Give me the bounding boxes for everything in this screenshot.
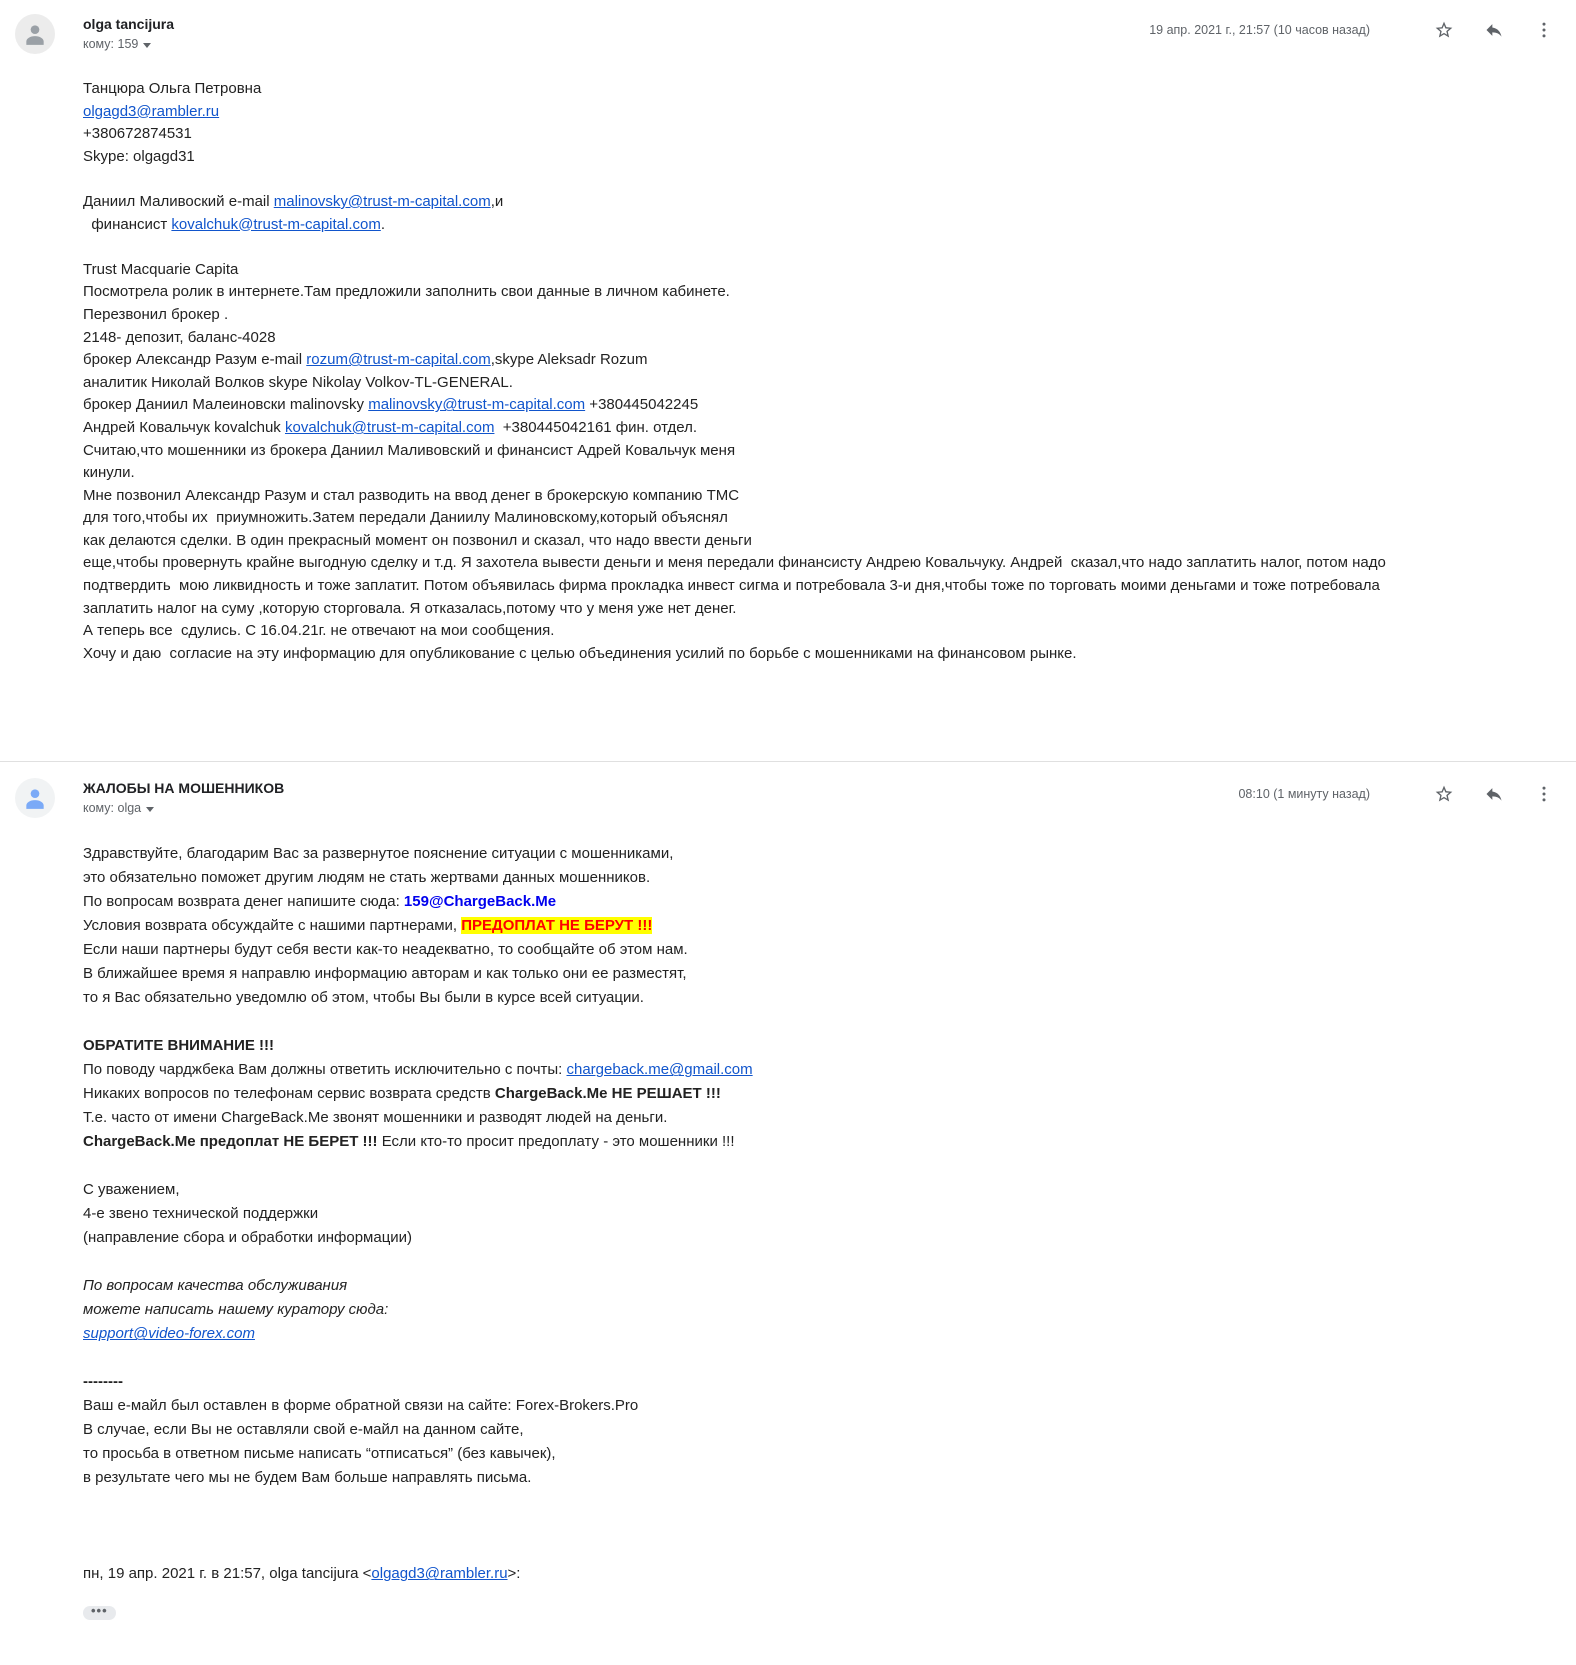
text-segment: Здравствуйте, благодарим Вас за развернутое пояснение ситуации с мошенниками,	[83, 845, 674, 863]
email-link[interactable]: kovalchuk@trust-m-capital.com	[171, 215, 381, 233]
text-segment: Даниил Маливоский e-mail	[83, 192, 274, 210]
email-message-1	[0, 0, 1576, 761]
sender-block	[83, 778, 1238, 817]
body-line	[83, 191, 1554, 214]
body-line	[83, 372, 1554, 395]
text-segment: как делаются сделки. В один прекрасный момент он позвонил и сказал, что надо ввести деньги	[83, 531, 752, 549]
body-line	[83, 552, 1554, 575]
body-line	[83, 349, 1554, 372]
body-line	[83, 1130, 1554, 1154]
body-line	[83, 168, 1554, 191]
recipient-label: кому: olga	[83, 801, 142, 816]
text-segment: +380445042245	[585, 396, 699, 414]
body-line	[83, 1322, 1554, 1346]
text-segment: аналитик Николай Волков skype Nikolay Volkov-TL-GENERAL.	[83, 373, 513, 391]
text-segment: Т.е. часто от имени ChargeBack.Me звонят мошенники и разводят людей на деньги.	[83, 1109, 668, 1127]
reply-button[interactable]	[1484, 784, 1504, 804]
body-line	[83, 1274, 1554, 1298]
body-line	[83, 327, 1554, 350]
more-vert-icon	[1534, 20, 1554, 40]
body-line	[83, 986, 1554, 1010]
body-line	[83, 440, 1554, 463]
email-2-body	[83, 842, 1554, 1586]
sender-avatar[interactable]	[15, 778, 55, 818]
text-segment: По поводу чарджбека Вам должны ответить исключительно с почты:	[83, 1061, 567, 1079]
email-link[interactable]: rozum@trust-m-capital.com	[306, 351, 491, 369]
email-link[interactable]: kovalchuk@trust-m-capital.com	[284, 418, 495, 436]
text-segment: брокер Александр Разум e-mail	[83, 351, 307, 369]
text-segment: +380672874531	[83, 125, 192, 143]
text-segment: ChargeBack.Me НЕ РЕШАЕТ !!!	[494, 1085, 721, 1103]
body-line	[83, 1010, 1554, 1034]
email-link[interactable]: olgagd3@rambler.ru	[371, 1565, 508, 1583]
body-line	[83, 394, 1554, 417]
body-line	[83, 643, 1554, 666]
more-vert-icon	[1534, 784, 1554, 804]
text-segment: Посмотрела ролик в интернете.Там предложили заполнить свои данные в личном кабинете.	[83, 283, 730, 301]
email-link[interactable]: support@video-forex.com	[83, 1325, 255, 1343]
text-segment: брокер Даниил Малеиновски malinovsky	[83, 396, 369, 414]
body-line	[83, 1202, 1554, 1226]
text-segment: то я Вас обязательно уведомлю об этом, чтобы Вы были в курсе всей ситуации.	[83, 989, 644, 1007]
body-line	[83, 78, 1554, 101]
text-segment: (направление сбора и обработки информации)	[83, 1229, 413, 1247]
person-icon	[22, 785, 48, 811]
text-segment: 159@ChargeBack.Me	[403, 893, 557, 911]
reply-icon	[1484, 20, 1504, 40]
body-line	[83, 1538, 1554, 1562]
email-link[interactable]: malinovsky@trust-m-capital.com	[273, 192, 491, 210]
body-line	[83, 938, 1554, 962]
text-segment: В случае, если Вы не оставляли свой е-майл на данном сайте,	[83, 1421, 524, 1439]
email-1-header	[15, 14, 1554, 54]
text-segment: то просьба в ответном письме написать “отписаться” (без кавычек),	[83, 1445, 556, 1463]
text-segment: заплатить налог на суму ,которую сторговала. Я отказалась,потому что у меня уже нет денег.	[83, 599, 737, 617]
body-line	[83, 417, 1554, 440]
text-segment: Если наши партнеры будут себя вести как-то неадекватно, то сообщайте об этом нам.	[83, 941, 688, 959]
body-line	[83, 1394, 1554, 1418]
body-line	[83, 485, 1554, 508]
text-segment: --------	[83, 1373, 123, 1391]
body-line	[83, 962, 1554, 986]
body-line	[83, 1034, 1554, 1058]
body-line	[83, 1226, 1554, 1250]
text-segment: Считаю,что мошенники из брокера Даниил Маливовский и финансист Адрей Ковальчук меня	[83, 441, 736, 459]
text-segment: ,skype Aleksadr Rozum	[490, 351, 648, 369]
text-segment: 4-е звено технической поддержки	[83, 1205, 319, 1223]
text-segment: По вопросам качества обслуживания	[83, 1277, 348, 1295]
body-line	[83, 507, 1554, 530]
body-line	[83, 462, 1554, 485]
reply-button[interactable]	[1484, 20, 1504, 40]
more-options-button[interactable]	[1534, 784, 1554, 804]
sender-name: olga tancijura	[83, 16, 175, 32]
star-icon	[1434, 784, 1454, 804]
text-segment: Танцюра Ольга Петровна	[83, 80, 262, 97]
text-segment: А теперь все сдулись. С 16.04.21г. не отвечают на мои сообщения.	[83, 622, 555, 640]
body-line	[83, 575, 1554, 598]
body-line	[83, 1250, 1554, 1274]
text-segment: ПРЕДОПЛАТ НЕ БЕРУТ !!!	[461, 917, 653, 935]
body-line	[83, 304, 1554, 327]
text-segment: Если кто-то просит предоплату - это мошенники !!!	[377, 1133, 735, 1151]
text-segment: По вопросам возврата денег напишите сюда:	[83, 893, 404, 911]
email-1-header-actions	[1149, 14, 1554, 40]
text-segment: можете написать нашему куратору сюда:	[83, 1301, 389, 1319]
body-line	[83, 1082, 1554, 1106]
more-options-button[interactable]	[1534, 20, 1554, 40]
recipient-dropdown[interactable]	[83, 37, 151, 51]
email-message-2	[0, 762, 1576, 1650]
email-1-body	[83, 78, 1554, 761]
text-segment: для того,чтобы их приумножить.Затем передали Даниилу Малиновскому,который объяснял	[83, 509, 728, 527]
text-segment: в результате чего мы не будем Вам больше направлять письма.	[83, 1469, 532, 1487]
text-segment: Условия возврата обсуждайте с нашими партнерами,	[83, 917, 462, 935]
email-2-header	[15, 778, 1554, 818]
body-line	[83, 1178, 1554, 1202]
chevron-down-icon	[143, 43, 151, 48]
body-line	[83, 146, 1554, 169]
body-line	[83, 866, 1554, 890]
star-button[interactable]	[1434, 20, 1454, 40]
text-segment: ОБРАТИТЕ ВНИМАНИЕ !!!	[83, 1037, 275, 1055]
text-segment: это обязательно поможет другим людям не стать жертвами данных мошенников.	[83, 869, 651, 887]
body-line	[83, 842, 1554, 866]
text-segment: Перезвонил брокер .	[83, 305, 229, 323]
body-line	[83, 123, 1554, 146]
text-segment: подтвердить мою ликвидность и тоже заплатит. Потом объявилась фирма прокладка инвест сигма и потребовала 3-и дня,чтобы тоже по торговать моими деньгами и тоже потребовала	[83, 577, 1380, 595]
body-line	[83, 530, 1554, 553]
email-link[interactable]: chargeback.me@gmail.com	[566, 1061, 753, 1079]
body-line	[83, 259, 1554, 282]
text-segment: Trust Macquarie Capita	[83, 260, 239, 278]
body-line	[83, 1466, 1554, 1490]
text-segment: Хочу и даю согласие на эту информацию для опубликование с целью объединения усилий по борьбе с мошенниками на финансовом рынке.	[83, 644, 1077, 662]
body-line	[83, 1298, 1554, 1322]
email-date: 19 апр. 2021 г., 21:57 (10 часов назад)	[1149, 23, 1370, 37]
email-link[interactable]: malinovsky@trust-m-capital.com	[368, 396, 586, 414]
text-segment: финансист	[83, 215, 172, 233]
sender-name: ЖАЛОБЫ НА МОШЕННИКОВ	[83, 780, 285, 797]
sender-block	[83, 14, 1149, 53]
body-line	[83, 1442, 1554, 1466]
star-icon	[1434, 20, 1454, 40]
text-segment: С уважением,	[83, 1181, 180, 1199]
body-line	[83, 1106, 1554, 1130]
body-line	[83, 1490, 1554, 1514]
body-line	[83, 214, 1554, 237]
body-line	[83, 101, 1554, 124]
text-segment: ,и	[490, 192, 504, 210]
body-line	[83, 1418, 1554, 1442]
text-segment: Skype: olgagd31	[83, 147, 195, 165]
text-segment: Мне позвонил Александр Разум и стал разводить на ввод денег в брокерскую компанию ТМС	[83, 486, 740, 504]
body-line	[83, 1370, 1554, 1394]
email-2-header-actions	[1238, 778, 1554, 804]
text-segment: кинули.	[83, 464, 135, 482]
show-trimmed-content-button[interactable]: •••	[83, 1606, 116, 1620]
body-line	[83, 236, 1554, 259]
text-segment: Ваш е-майл был оставлен в форме обратной связи на сайте: Forex-Brokers.Pro	[83, 1397, 639, 1415]
text-segment: пн, 19 апр. 2021 г. в 21:57, olga tancijura <	[83, 1565, 372, 1583]
body-line	[83, 1346, 1554, 1370]
body-line	[83, 1562, 1554, 1586]
email-date: 08:10 (1 минуту назад)	[1238, 787, 1370, 802]
sender-avatar[interactable]	[15, 14, 55, 54]
person-icon	[22, 21, 48, 47]
reply-icon	[1484, 784, 1504, 804]
body-line	[83, 598, 1554, 621]
text-segment: В ближайшее время я направлю информацию авторам и как только они ее разместят,	[83, 965, 687, 983]
text-segment: ChargeBack.Me предоплат НЕ БЕРЕТ !!!	[83, 1133, 378, 1151]
body-line	[83, 1514, 1554, 1538]
body-line	[83, 281, 1554, 304]
text-segment: еще,чтобы провернуть крайне выгодную сделку и т.д. Я захотела вывести деньги и меня передали финансисту Андрею Ковальчуку. Андрей сказал,что надо заплатить налог, потом надо	[83, 554, 1386, 572]
chevron-down-icon	[146, 807, 154, 812]
body-line	[83, 914, 1554, 938]
body-line	[83, 1058, 1554, 1082]
body-line	[83, 1154, 1554, 1178]
recipient-label: кому: 159	[83, 37, 139, 51]
text-segment: Никаких вопросов по телефонам сервис возврата средств	[83, 1085, 495, 1103]
text-segment: +380445042161 фин. отдел.	[494, 418, 698, 436]
text-segment: .	[380, 215, 386, 233]
star-button[interactable]	[1434, 784, 1454, 804]
recipient-dropdown[interactable]	[83, 801, 154, 815]
body-line	[83, 890, 1554, 914]
text-segment: >:	[507, 1565, 521, 1583]
body-line	[83, 620, 1554, 643]
email-link[interactable]: olgagd3@rambler.ru	[83, 102, 220, 120]
text-segment: Андрей Ковальчук kovalchuk	[83, 418, 285, 436]
text-segment: 2148- депозит, баланс-4028	[83, 328, 276, 346]
